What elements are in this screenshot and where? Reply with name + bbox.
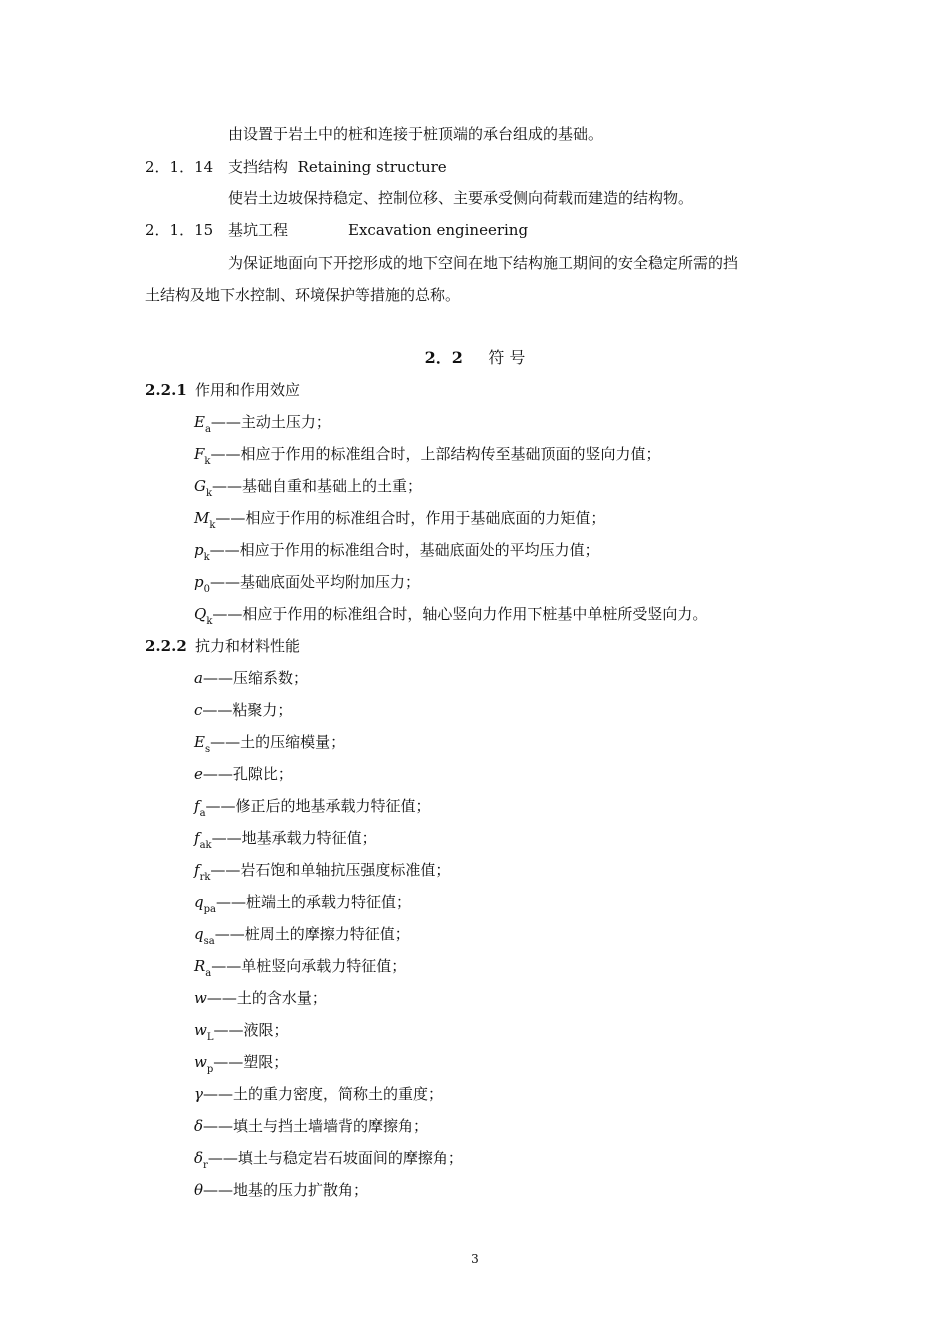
- symbol: M: [194, 509, 210, 527]
- definition-text: 使岩土边坡保持稳定、控制位移、主要承受侧向荷载而建造的结构物。: [228, 189, 694, 207]
- definition-text: 由设置于岩土中的桩和连接于桩顶端的承台组成的基础。: [228, 125, 604, 143]
- symbol: E: [194, 413, 205, 431]
- symbol-subscript: ak: [199, 840, 212, 851]
- term-title-en: Excavation engineering: [348, 221, 529, 239]
- group-heading: [145, 636, 300, 656]
- symbol-subscript: a: [199, 808, 206, 819]
- term-heading: [145, 157, 447, 177]
- symbol: w: [194, 989, 207, 1007]
- symbol-description: ——基础自重和基础上的土重；: [212, 477, 423, 495]
- symbol-subscript: rk: [199, 872, 211, 883]
- symbol-description: ——单桩竖向承载力特征值；: [211, 957, 407, 975]
- symbol-description: ——主动土压力；: [210, 413, 331, 431]
- symbol: f: [194, 829, 200, 847]
- symbol-description: ——孔隙比；: [202, 765, 293, 783]
- symbol: p: [194, 541, 204, 559]
- symbol-subscript: sa: [203, 936, 215, 947]
- symbol-item: [194, 444, 661, 467]
- group-heading: [145, 380, 300, 400]
- symbol: G: [194, 477, 206, 495]
- symbol-item: [194, 796, 431, 819]
- symbol-subscript: s: [204, 744, 211, 755]
- term-number: 2．1．15: [145, 221, 214, 239]
- section-heading: [0, 347, 950, 369]
- symbol-subscript: k: [206, 616, 213, 627]
- symbol-item: [194, 924, 410, 947]
- symbol-item: [194, 572, 420, 595]
- symbol: Q: [194, 605, 207, 623]
- symbol-item: [194, 892, 411, 915]
- symbol-item: [194, 508, 605, 531]
- symbol-item: [194, 1148, 463, 1171]
- symbol-description: ——相应于作用的标准组合时，轴心竖向力作用下桩基中单桩所受竖向力。: [212, 605, 708, 623]
- group-number: 2.2.2: [145, 637, 187, 655]
- symbol-description: ——填土与稳定岩石坡面间的摩擦角；: [207, 1149, 463, 1167]
- symbol: w: [194, 1053, 207, 1071]
- symbol-subscript: k: [205, 488, 213, 499]
- symbol-description: ——土的重力密度，简称土的重度；: [202, 1085, 443, 1103]
- symbol-description: ——相应于作用的标准组合时，基础底面处的平均压力值；: [209, 541, 600, 559]
- term-number: 2．1．14: [145, 158, 214, 176]
- symbol-description: ——岩石饱和单轴抗压强度标准值；: [210, 861, 451, 879]
- symbol-subscript: k: [204, 456, 211, 467]
- term-heading: [145, 220, 528, 240]
- symbol: δ: [194, 1149, 204, 1167]
- symbol-item: [194, 828, 377, 851]
- symbol-description: ——基础底面处平均附加压力；: [209, 573, 420, 591]
- symbol-description: ——塑限；: [213, 1053, 289, 1071]
- symbol-item: [194, 668, 308, 691]
- symbol-subscript: k: [203, 552, 210, 563]
- symbol-item: [194, 540, 600, 563]
- symbol-description: ——液限；: [213, 1021, 289, 1039]
- symbol: θ: [194, 1181, 204, 1199]
- symbol-item: [194, 476, 422, 499]
- symbol-subscript: L: [206, 1032, 214, 1043]
- symbol-subscript: a: [205, 968, 212, 979]
- symbol-item: [194, 988, 327, 1011]
- symbol: e: [194, 765, 203, 783]
- symbol-item: [194, 764, 293, 787]
- symbol-description: ——修正后的地基承载力特征值；: [205, 797, 431, 815]
- term-title-en: Retaining structure: [297, 158, 447, 176]
- symbol-description: ——土的压缩模量；: [210, 733, 346, 751]
- symbol-description: ——土的含水量；: [206, 989, 327, 1007]
- symbol-description: ——填土与挡土墙墙背的摩擦角；: [203, 1117, 429, 1135]
- symbol: R: [194, 957, 206, 975]
- symbol: f: [194, 861, 200, 879]
- symbol-item: [194, 1116, 428, 1139]
- symbol: q: [194, 893, 204, 911]
- symbol-item: [194, 860, 450, 883]
- symbol-item: [194, 956, 406, 979]
- section-number: 2．2: [424, 348, 463, 367]
- symbol: E: [194, 733, 205, 751]
- symbol-description: ——桩周土的摩擦力特征值；: [214, 925, 410, 943]
- symbol-description: ——粘聚力；: [202, 701, 293, 719]
- symbol-subscript: k: [209, 520, 216, 531]
- symbol-subscript: 0: [203, 584, 210, 595]
- symbol: w: [194, 1021, 207, 1039]
- definition-text: 土结构及地下水控制、环境保护等措施的总称。: [145, 286, 461, 304]
- group-title: 作用和作用效应: [195, 381, 301, 399]
- symbol: a: [194, 669, 203, 687]
- symbol: p: [194, 573, 204, 591]
- symbol: c: [194, 701, 203, 719]
- symbol-description: ——桩端土的承载力特征值；: [215, 893, 411, 911]
- symbol-description: ——相应于作用的标准组合时，上部结构传至基础顶面的竖向力值；: [210, 445, 661, 463]
- definition-text: 为保证地面向下开挖形成的地下空间在地下结构施工期间的安全稳定所需的挡: [228, 254, 739, 272]
- symbol: F: [194, 445, 205, 463]
- symbol-subscript: r: [203, 1160, 208, 1171]
- symbol-item: [194, 604, 707, 627]
- symbol-description: ——压缩系数；: [202, 669, 308, 687]
- symbol-item: [194, 700, 292, 723]
- symbol-item: [194, 412, 331, 435]
- symbol-description: ——相应于作用的标准组合时，作用于基础底面的力矩值；: [215, 509, 606, 527]
- symbol-subscript: a: [204, 424, 211, 435]
- term-title-cn: 支挡结构: [228, 158, 289, 176]
- symbol-item: [194, 1084, 443, 1107]
- term-title-cn: 基坑工程: [228, 221, 289, 239]
- symbol-item: [194, 732, 345, 755]
- symbol-description: ——地基的压力扩散角；: [203, 1181, 369, 1199]
- symbol-item: [194, 1052, 288, 1075]
- group-title: 抗力和材料性能: [195, 637, 301, 655]
- symbol: q: [194, 925, 204, 943]
- symbol-subscript: p: [206, 1064, 214, 1075]
- symbol: γ: [194, 1085, 203, 1103]
- symbol: f: [194, 797, 200, 815]
- section-title: 符 号: [488, 348, 526, 367]
- page-number: 3: [471, 1252, 479, 1266]
- symbol-description: ——地基承载力特征值；: [211, 829, 377, 847]
- symbol-item: [194, 1180, 368, 1203]
- symbol-subscript: pa: [203, 904, 216, 915]
- symbol: δ: [194, 1117, 204, 1135]
- symbol-item: [194, 1020, 289, 1043]
- group-number: 2.2.1: [145, 381, 187, 399]
